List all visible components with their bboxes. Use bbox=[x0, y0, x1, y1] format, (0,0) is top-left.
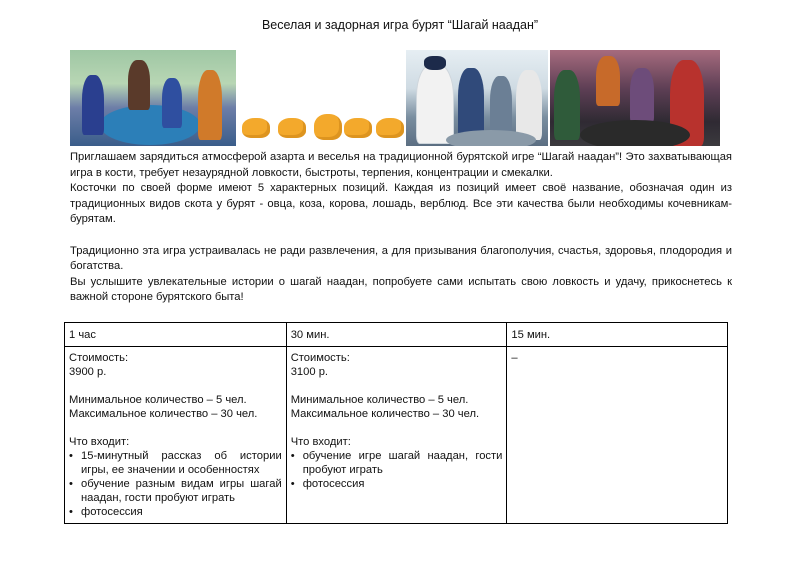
includes-list bbox=[69, 449, 282, 519]
intro-paragraph-1: Приглашаем зарядиться атмосферой азарта и веселья на традиционной бурятской игре “Шагай наадан”! Это захватывающая игра в кости, требует незаурядной ловкости, быстроты, терпения, концентрации и смекалки. bbox=[70, 151, 732, 179]
intro-text bbox=[70, 150, 732, 306]
photo-elders-playing bbox=[406, 50, 548, 146]
package-15m-value: – bbox=[511, 352, 518, 364]
pricing-header-row bbox=[65, 323, 728, 347]
cost-value: 3100 р. bbox=[290, 366, 329, 378]
list-item: • фотосессия bbox=[69, 505, 282, 519]
max-people: Максимальное количество – 30 чел. bbox=[290, 408, 480, 420]
includes-list bbox=[291, 449, 503, 491]
duration-header-1h: 1 час bbox=[65, 323, 287, 347]
photo-kids-at-table bbox=[550, 50, 720, 146]
cost-label: Стоимость: bbox=[69, 352, 129, 364]
cost-label: Стоимость: bbox=[290, 352, 350, 364]
photo-children-playing bbox=[70, 50, 236, 146]
intro-paragraph-3: Традиционно эта игра устраивалась не ради развлечения, а для призывания благополучия, счастья, здоровья, плодородия и богатства. bbox=[70, 244, 732, 273]
shagai-bones-image bbox=[236, 112, 406, 146]
list-item: • 15-минутный рассказ об истории игры, ее значении и особенностях bbox=[69, 449, 282, 477]
list-item: • обучение разным видам игры шагай наадан, гости пробуют играть bbox=[69, 477, 282, 505]
package-30m bbox=[286, 347, 507, 524]
package-15m bbox=[507, 347, 728, 524]
list-item: • фотосессия bbox=[291, 477, 503, 491]
max-people: Максимальное количество – 30 чел. bbox=[69, 408, 258, 420]
photo-strip bbox=[70, 50, 720, 148]
duration-header-15m: 15 мин. bbox=[507, 323, 728, 347]
min-people: Минимальное количество – 5 чел. bbox=[290, 394, 469, 406]
package-1h bbox=[65, 347, 287, 524]
includes-label: Что входит: bbox=[290, 436, 351, 448]
page-title: Веселая и задорная игра бурят “Шагай наадан” bbox=[261, 18, 539, 32]
list-item: • обучение игре шагай наадан, гости пробуют играть bbox=[291, 449, 503, 477]
cost-value: 3900 р. bbox=[69, 366, 107, 378]
includes-label: Что входит: bbox=[69, 436, 130, 448]
intro-paragraph-2: Косточки по своей форме имеют 5 характерных позиций. Каждая из позиций имеет своё название, обозначая один из традиционных видов скота у бурят - овца, коза, корова, лошадь, верблюд. Все эти качества были необходимы кочевникам-бурятам. bbox=[70, 182, 732, 226]
pricing-table bbox=[64, 322, 728, 524]
pricing-details-row bbox=[65, 347, 728, 524]
duration-header-30m: 30 мин. bbox=[286, 323, 507, 347]
intro-paragraph-4: Вы услышите увлекательные истории о шагай наадан, попробуете сами испытать свою ловкость и удачу, прикоснетесь к важной стороне бурятского быта! bbox=[70, 275, 732, 304]
min-people: Минимальное количество – 5 чел. bbox=[69, 394, 247, 406]
